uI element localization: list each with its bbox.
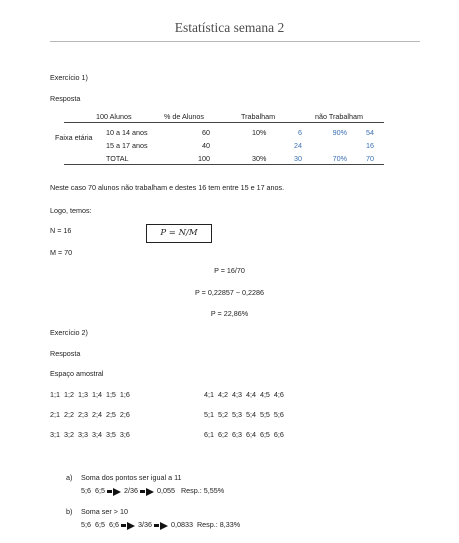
cell-work-percent: 10% <box>252 128 267 137</box>
item-a-fraction: 2/36 <box>123 486 138 495</box>
n-value: N = 16 <box>50 226 72 235</box>
item-a-work <box>81 486 224 496</box>
formula-box: P = N/M <box>146 224 212 243</box>
item-b-pairs: 5;6 6;5 6;6 <box>81 520 119 529</box>
item-b-text: Soma ser > 10 <box>81 507 128 516</box>
sample-row: 6;1 6;2 6;3 6;4 6;5 6;6 <box>204 430 284 439</box>
table-header-work: Trabalham <box>241 112 276 121</box>
table-header-not-work: não Trabalham <box>315 112 363 121</box>
arrow-right-icon <box>119 521 138 530</box>
table-header-rule <box>64 122 384 123</box>
cell-percent: 60 <box>202 128 210 137</box>
cell-percent: 40 <box>202 141 210 150</box>
title-underline <box>50 41 420 42</box>
exercise-1-logo: Logo, temos: <box>50 206 92 215</box>
table-header-total: 100 Alunos <box>96 112 132 121</box>
item-b-response: Resp.: 8,33% <box>196 520 241 529</box>
sample-row: 5;1 5;2 5;3 5;4 5;5 5;6 <box>204 410 284 419</box>
calc-fraction: P = 16/70 <box>214 266 245 275</box>
calc-decimal: P = 0,22857 ~ 0,2286 <box>194 288 264 297</box>
arrow-right-icon <box>105 487 124 496</box>
calc-percent: P = 22,86% <box>210 309 249 318</box>
cell-range: 15 a 17 anos <box>106 141 148 150</box>
table-header-percent: % de Alunos <box>164 112 204 121</box>
sample-row: 2;1 2;2 2;3 2;4 2;5 2;6 <box>50 410 130 419</box>
cell-not-work-count: 54 <box>366 128 374 137</box>
cell-not-work-count: 70 <box>366 154 374 163</box>
m-value: M = 70 <box>50 248 73 257</box>
cell-range: TOTAL <box>106 154 129 163</box>
exercise-1-heading: Exercício 1) <box>50 73 88 82</box>
exercise-2-answer-label: Resposta <box>50 349 81 358</box>
cell-not-work-percent: 90% <box>332 128 347 137</box>
exercise-1-statement: Neste caso 70 alunos não trabalham e destes 16 tem entre 15 e 17 anos. <box>50 183 285 192</box>
table-row-label: Faixa etária <box>55 133 93 142</box>
item-a-label: a) <box>66 473 73 482</box>
arrow-right-icon <box>138 487 157 496</box>
item-b-label: b) <box>66 507 73 516</box>
cell-work-percent: 30% <box>252 154 267 163</box>
sample-row: 1;1 1;2 1;3 1;4 1;5 1;6 <box>50 390 130 399</box>
exercise-2-heading: Exercício 2) <box>50 328 88 337</box>
item-b-fraction: 3/36 <box>137 520 152 529</box>
item-b-value: 0,0833 <box>170 520 193 529</box>
cell-work-count: 30 <box>294 154 302 163</box>
cell-work-count: 24 <box>294 141 302 150</box>
page-title: Estatística semana 2 <box>174 20 285 35</box>
table-bottom-rule <box>64 164 384 165</box>
arrow-right-icon <box>152 521 171 530</box>
cell-range: 10 a 14 anos <box>106 128 148 137</box>
item-b-work <box>81 520 240 530</box>
exercise-1-answer-label: Resposta <box>50 94 81 103</box>
cell-not-work-percent: 70% <box>332 154 347 163</box>
sample-row: 4;1 4;2 4;3 4;4 4;5 4;6 <box>204 390 284 399</box>
item-a-text: Soma dos pontos ser igual a 11 <box>81 473 182 482</box>
cell-work-count: 6 <box>298 128 302 137</box>
cell-percent: 100 <box>198 154 210 163</box>
cell-not-work-count: 16 <box>366 141 374 150</box>
item-a-response: Resp.: 5,55% <box>180 486 225 495</box>
item-a-pairs: 5;6 6;5 <box>81 486 105 495</box>
sample-row: 3;1 3;2 3;3 3;4 3;5 3;6 <box>50 430 130 439</box>
item-a-value: 0,055 <box>156 486 175 495</box>
sample-space-label: Espaço amostral <box>50 369 104 378</box>
